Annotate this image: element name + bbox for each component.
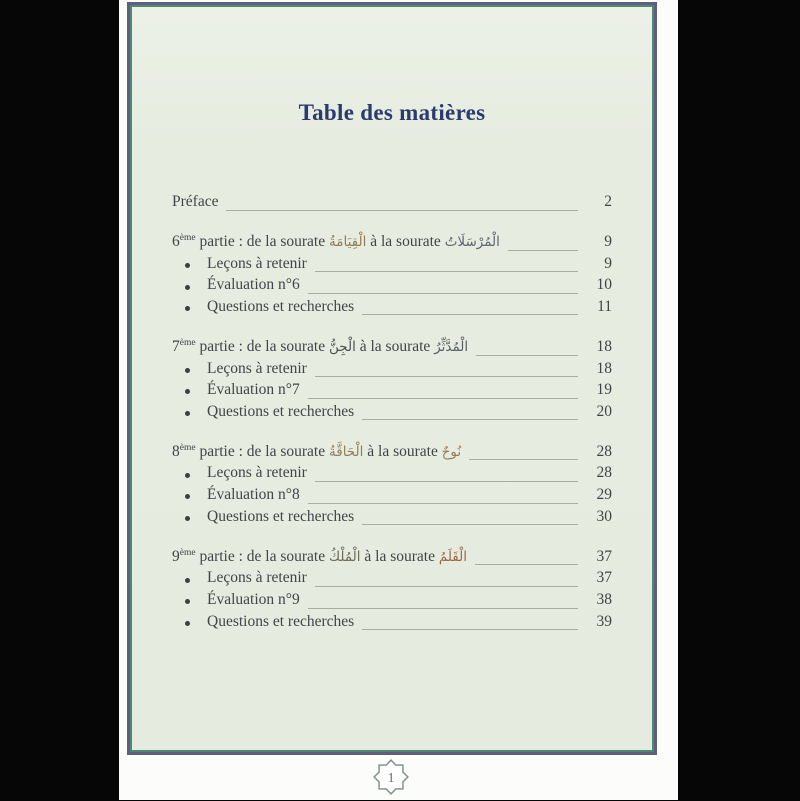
dot-leader — [362, 419, 578, 420]
toc-entry — [172, 548, 612, 570]
toc-entry — [172, 233, 612, 255]
section-text: partie : de la sourate — [195, 337, 329, 355]
toc-page-number: 28 — [596, 442, 612, 460]
arabic-sourate-from: الْحَاقَّةُ — [329, 443, 364, 460]
toc-page-number: 37 — [596, 547, 612, 565]
toc-item — [172, 360, 612, 382]
toc-entry-label: Leçons à retenir — [207, 569, 307, 587]
section-number: 8 — [172, 442, 180, 460]
toc-page-number: 39 — [596, 612, 612, 630]
section-text: à la sourate — [363, 442, 442, 460]
toc-entry-label: Questions et recherches — [207, 507, 355, 525]
toc-page-number: 19 — [596, 381, 612, 399]
section-text: partie : de la sourate — [195, 442, 329, 460]
toc-entry-label: Questions et recherches — [207, 402, 355, 420]
dot-leader — [469, 459, 578, 460]
dot-leader — [476, 355, 578, 356]
page-title: Table des matières — [298, 100, 486, 125]
toc-entry-label: Leçons à retenir — [207, 464, 307, 482]
toc-entry-label — [172, 548, 467, 566]
dot-leader — [362, 314, 578, 315]
toc-page-number: 28 — [596, 464, 612, 482]
bullet-icon — [185, 578, 190, 583]
toc-page-number: 38 — [596, 590, 612, 608]
toc-section — [172, 338, 612, 424]
toc-item — [172, 508, 612, 530]
dot-leader — [308, 608, 578, 609]
toc-item — [172, 276, 612, 298]
bullet-icon — [185, 494, 190, 499]
toc-entry-label: Évaluation n°8 — [207, 486, 300, 504]
bullet-icon — [185, 263, 190, 268]
dot-leader — [308, 293, 578, 294]
bullet-icon — [185, 621, 190, 626]
section-number: 6 — [172, 233, 180, 251]
toc-page-number: 29 — [596, 486, 612, 504]
page-number: 1 — [387, 769, 395, 785]
bullet-icon — [185, 306, 190, 311]
toc-entry-label: Évaluation n°9 — [207, 590, 300, 608]
bullet-icon — [185, 473, 190, 478]
section-text: à la sourate — [360, 547, 439, 565]
bullet-icon — [185, 411, 190, 416]
toc-entry-label — [172, 338, 468, 356]
page-number-ornament — [372, 758, 410, 796]
section-number: 7 — [172, 337, 180, 355]
bullet-icon — [185, 599, 190, 604]
toc-item — [172, 486, 612, 508]
section-ordinal-suffix: ème — [179, 547, 196, 558]
toc-entry-label: Évaluation n°6 — [207, 276, 300, 294]
toc-page-number: 30 — [596, 507, 612, 525]
arabic-sourate-from: الْجِنُّ — [329, 338, 356, 355]
toc-item — [172, 381, 612, 403]
toc-entry-label — [172, 233, 500, 251]
toc-page-number: 9 — [604, 233, 612, 251]
toc-entry-label: Questions et recherches — [207, 297, 355, 315]
toc-section — [172, 233, 612, 319]
toc-section — [172, 443, 612, 529]
toc-entry-label: Leçons à retenir — [207, 254, 307, 272]
bullet-icon — [185, 389, 190, 394]
toc-entry-label: Préface — [172, 193, 219, 210]
section-ordinal-suffix: ème — [179, 442, 196, 453]
arabic-sourate-to: الْمُدَّثِّرُ — [434, 338, 469, 355]
dot-leader — [315, 271, 578, 272]
section-text: à la sourate — [355, 337, 435, 355]
page-border-outer — [127, 2, 657, 755]
toc-entry — [172, 193, 612, 215]
arabic-sourate-from: الْمُلْكُ — [329, 548, 361, 565]
toc-item — [172, 403, 612, 425]
dot-leader — [308, 503, 578, 504]
toc-entry-label: Questions et recherches — [207, 612, 355, 630]
arabic-sourate-from: الْقِيَامَةُ — [329, 234, 367, 251]
toc-page-number: 2 — [604, 193, 612, 210]
toc-page-number: 9 — [604, 254, 612, 272]
toc-entry-label — [172, 443, 461, 461]
dot-leader — [315, 481, 578, 482]
section-text: à la sourate — [366, 233, 445, 251]
dot-leader — [308, 398, 578, 399]
section-text: partie : de la sourate — [195, 233, 329, 251]
toc-page-number: 20 — [596, 402, 612, 420]
toc-entry — [172, 338, 612, 360]
toc-entry — [172, 443, 612, 465]
toc-section — [172, 548, 612, 634]
arabic-sourate-to: الْقَلَمُ — [438, 548, 467, 565]
arabic-sourate-to: نُوحٌ — [441, 443, 462, 460]
toc-page-number: 11 — [597, 297, 612, 315]
section-ordinal-suffix: ème — [179, 232, 196, 243]
bullet-icon — [185, 516, 190, 521]
eight-point-star-icon — [372, 758, 410, 796]
toc-item — [172, 298, 612, 320]
dot-leader — [475, 564, 578, 565]
dot-leader — [315, 376, 578, 377]
toc-page-number: 18 — [596, 359, 612, 377]
toc-item — [172, 591, 612, 613]
bullet-icon — [185, 368, 190, 373]
dot-leader — [508, 250, 578, 251]
dot-leader — [226, 210, 578, 211]
page-border-inner — [130, 5, 654, 752]
dot-leader — [362, 524, 578, 525]
toc-item — [172, 613, 612, 635]
section-number: 9 — [172, 547, 180, 565]
toc-item — [172, 464, 612, 486]
dot-leader — [315, 586, 578, 587]
toc-item — [172, 255, 612, 277]
toc-entry-label: Leçons à retenir — [207, 359, 307, 377]
table-of-contents — [172, 193, 612, 634]
toc-page-number: 18 — [596, 337, 612, 355]
toc-item — [172, 569, 612, 591]
section-ordinal-suffix: ème — [179, 337, 196, 348]
dot-leader — [362, 629, 578, 630]
bullet-icon — [185, 285, 190, 290]
scanned-book-page — [119, 0, 678, 800]
section-text: partie : de la sourate — [195, 547, 329, 565]
arabic-sourate-to: الْمُرْسَلَاتُ — [444, 234, 500, 251]
toc-page-number: 37 — [596, 569, 612, 587]
toc-entry-label: Évaluation n°7 — [207, 381, 300, 399]
toc-page-number: 10 — [596, 276, 612, 294]
